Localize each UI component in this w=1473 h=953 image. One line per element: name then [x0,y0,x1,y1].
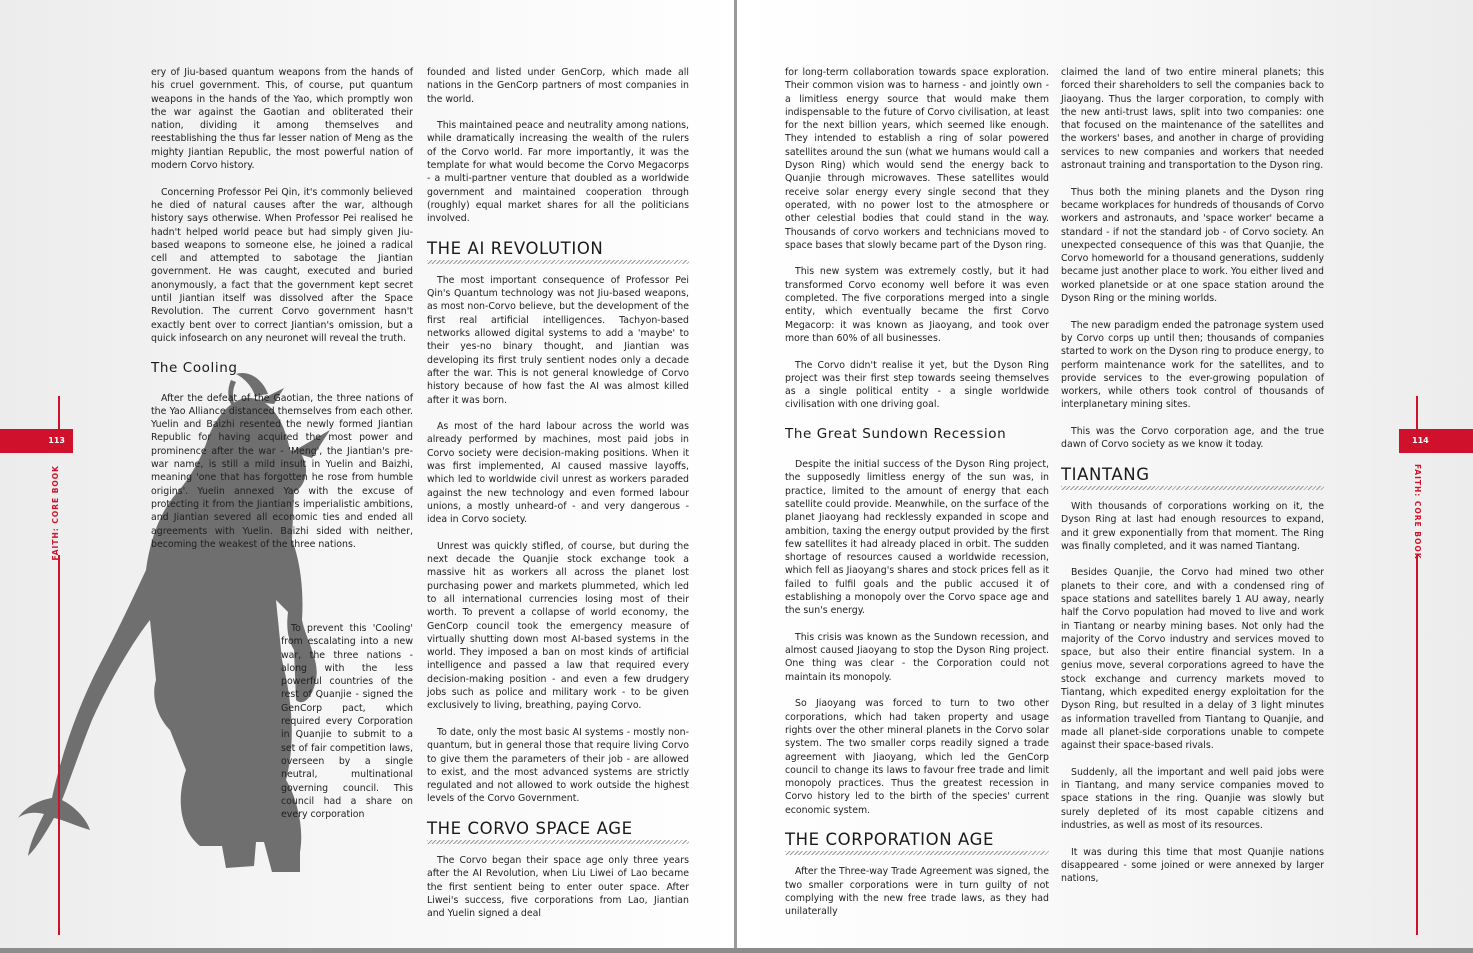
paragraph: for long-term collaboration towards space exploration. Their common vision was to harness - and jointly own - a limitless energy source that would make them indispensable to the future of Corvo civilisation, at least for the next billion years, which seemed like enough. They intended to establish a ring of solar powered satellites around the sun (what we humans would call a Dyson Ring) which would send the energy back to Quanjie through microwaves. These satellites would receive solar energy every single second that they operated, with no power lost to the atmosphere or other celestial bodies that could stand in the way. Thousands of corvo workers and technicians moved to space bases that slowly became part of the Dyson ring. [785,67,1049,251]
paragraph: Despite the initial success of the Dyson Ring project, the supposedly limitless energy of the sun was, in practice, limited to the amount of energy that each satellite could provide. Meanwhile, on the surface of the planet Jiaoyang had recklessly expanded in scope and ambition, taxing the energy output provided by the first few satellites it had already placed in orbit. The sudden shortage of resources caused a worldwide recession, which fell as Jiaoyang's shares and stock prices fell as it failed to fulfil goals and the public accused it of establishing a monopoly over the Corvo space age and the sun's energy. [785,459,1049,617]
left-page [0,0,734,948]
margin-rule [1416,396,1418,430]
left-column-1 [151,66,413,551]
heading-corvo-space-age: THE CORVO SPACE AGE [427,819,689,844]
paragraph: It was during this time that most Quanjie nations disappeared - some joined or were annexed by larger nations, [1061,846,1324,885]
paragraph: With thousands of corporations working on it, the Dyson Ring at last had enough resources to expand, and it grew exponentially from that moment. The Ring was finally completed, and it was named Tiantang. [1061,500,1324,552]
margin-rule [58,396,60,430]
paragraph: Unrest was quickly stifled, of course, but during the next decade the Quanjie stock exchange took a massive hit as workers all across the planet lost purchasing power and markets plummeted, which led to all international currencies losing most of their worth. To prevent a collapse of world economy, the GenCorp council took the emergency measure of virtually shutting down most AI-based systems in the world. They imposed a ban on most kinds of artificial intelligence and passed a law that required every decision-making position - and even a few drudgery jobs such as police and military work - to be given exclusively to living, breathing, paying Corvo. [427,540,689,712]
paragraph: The Corvo didn't realise it yet, but the Dyson Ring project was their first step towards seeing themselves as a single political entity - a single worldwide civilisation with one driving goal. [785,359,1049,411]
paragraph: Concerning Professor Pei Qin, it's commonly believed he died of natural causes after the war, although history says otherwise. When Professor Pei realised he hadn't helped world peace but had simply given Jiu-based weapons to someone else, he joined a radical cell and attempted to sabotage the Jiantian government. He was caught, executed and buried anonymously, a fact that the government kept secret until Jiantian itself was dissolved after the Space Revolution. The current Corvo government hasn't exactly bent over to correct Jiantian's omission, but a quick infosearch on any neuronet will reveal the truth. [151,186,413,344]
paragraph: founded and listed under GenCorp, which made all nations in the GenCorp partners of most companies in the world. [427,67,689,105]
running-title: FAITH: CORE BOOK [1413,464,1422,560]
heading-great-sundown-recession: The Great Sundown Recession [785,426,1007,443]
right-column-1 [785,66,1049,932]
paragraph: After the defeat of the Gaotian, the three nations of the Yao Alliance distanced themselves from each other. Yuelin and Baizhi resented the newly formed Jiantian Republic for having acquired the most power and prominence after the war - 'Meng', the Jiantian's pre-war name, is still a mild insult in Yuelin and Baizhi, meaning 'one that has forgotten he rose from humble origins'. Yuelin annexed Yao with the excuse of protecting it from the Jiantian's imperialistic ambitions, and Jiantian severed all economic ties and ended all agreements with Yuelin. Baizhi sided with neither, becoming the weakest of the three nations. [151,392,413,550]
paragraph: So Jiaoyang was forced to turn to two other corporations, which had taken property and usage rights over the other mineral planets in the Corvo solar system. The two smaller corps readily signed a trade agreement with Jiaoyang, which led the GenCorp council to change its laws to favour free trade and limit monopoly practices. Thus the greatest recession in Corvo history led to the birth of the species' current economic system. [785,698,1049,816]
paragraph: Suddenly, all the important and well paid jobs were in Tiantang, and many service companies moved to space stations in the ring. Quanjie was slowly but surely depleted of its most capable citizens and industries, as well as most of its resources. [1061,766,1324,832]
margin-rule [58,555,60,935]
right-column-2 [1061,66,1324,899]
paragraph: This new system was extremely costly, but it had transformed Corvo economy well before it was even completed. The five corporations merged into a single entity, which eventually became the first Corvo Megacorp: it was known as Jiaoyang, and took over more than 60% of all businesses. [785,266,1049,344]
paragraph: This maintained peace and neutrality among nations, while dramatically increasing the wealth of the rulers of the Corvo world. Far more importantly, it was the template for what would become the Corvo Megacorps - a multi-partner venture that doubled as a worldwide government and maintained cooperation through (roughly) equal market shares for all the politicians involved. [427,120,689,225]
page-number-tab: 113 [0,429,73,453]
paragraph: To date, only the most basic AI systems - mostly non-quantum, but in general those that require living Corvo to give them the parameters of their job - are allowed to exist, and the most advanced systems are strictly regulated and not allowed to work outside the highest levels of the Corvo Government. [427,726,689,805]
running-title: FAITH: CORE BOOK [51,465,60,561]
left-column-1-wrap [151,622,413,835]
paragraph: The most important consequence of Professor Pei Qin's Quantum technology was not Jiu-based weapons, as most non-Corvo believe, but the development of the first real artificial intelligences. Tachyon-based networks allowed digital systems to add a 'maybe' to their yes-no binary thought, and Jiantian was developing its first truly sentient nodes only a decade after the war. This is not general knowledge of Corvo history because of how fast the AI was almost killed after it was born. [427,274,689,406]
paragraph: To prevent this 'Cooling' from escalating into a new war, the three nations - along with the less powerful countries of the rest of Quanjie - signed the GenCorp pact, which required every Corporation in Quanjie to submit to a set of fair competition laws, overseen by a single neutral, multinational governing council. This council had a share on every corporation [281,623,413,821]
paragraph: The new paradigm ended the patronage system used by Corvo corps up until then; thousands of companies started to work on the Dyson ring to produce energy, to perform maintenance work for the satellites, and to provide services to the ever-growing population of workers, while others took control of thousands of interplanetary mining sites. [1061,319,1324,411]
heading-ai-revolution: THE AI REVOLUTION [427,239,689,264]
paragraph: Thus both the mining planets and the Dyson ring became workplaces for hundreds of thousands of Corvo workers and astronauts, and 'space worker' became a standard - if not the standard job - of Corvo society. An unexpected consequence of this was that Quanjie, the Corvo homeworld for a thousand generations, suddenly became just another place to work. You either lived and worked planetside or at one space station around the Dyson Ring or the mining worlds. [1061,186,1324,305]
paragraph: After the Three-way Trade Agreement was signed, the two smaller corporations were in turn guilty of not complying with the new free trade laws, as they had unilaterally [785,866,1049,918]
paragraph: ery of Jiu-based quantum weapons from the hands of his cruel government. This, of course, put quantum weapons in the hands of the Yao, which promptly won the war against the Gaotian and obliterated their nation, dividing it among themselves and reestablishing the thus far lesser nation of Meng as the mighty Jiantian Republic, the most powerful nation of modern Corvo history. [151,67,413,172]
paragraph: Besides Quanjie, the Corvo had mined two other planets to their core, and with a condensed ring of space stations and satellites barely 1 AU away, nearly half the Corvo population had moved to live and work in Tiantang or nearby mining bases. Not only had the majority of the Corvo industry and services moved to space, but also their entire financial system. In a genius move, several corporations agreed to have the stock exchange and currency markets moved to Tiantang, which expedited energy exploitation for the Dyson Ring, but resulted in a delay of 3 light minutes as information travelled from Tiantang to Quanjie, and made all planet-side corporations unable to compete against their space-based rivals. [1061,567,1324,752]
paragraph: This was the Corvo corporation age, and the true dawn of Corvo society as we know it today. [1061,426,1324,451]
heading-the-cooling: The Cooling [151,359,238,376]
page-number-tab: 114 [1399,429,1473,453]
paragraph: claimed the land of two entire mineral planets; this forced their shareholders to sell the companies back to Jiaoyang. Thus the larger corporation, to comply with the new anti-trust laws, split into two companies: one that focused on the maintenance of the satellites and the workers' bases, and another in charge of providing services to new companies and workers that needed astronaut training and transportation to the Dyson ring. [1061,67,1324,172]
left-column-2 [427,66,689,934]
heading-corporation-age: THE CORPORATION AGE [785,830,1049,855]
right-page [737,0,1473,948]
heading-tiantang: TIANTANG [1061,465,1324,490]
paragraph: This crisis was known as the Sundown recession, and almost caused Jiaoyang to stop the Dyson Ring project. One thing was clear - the Corporation could not maintain its monopoly. [785,631,1049,683]
paragraph: The Corvo began their space age only three years after the AI Revolution, when Liu Liwei of Lao became the first sentient being to enter outer space. After Liwei's success, five corporations from Lao, Jiantian and Yuelin signed a deal [427,855,689,920]
margin-rule [1416,555,1418,935]
paragraph: As most of the hard labour across the world was already performed by machines, most paid jobs in Corvo society were decision-making positions. When it was first implemented, AI caused massive layoffs, which led to worldwide civil unrest as workers paraded against the new technology and even formed labour unions, a mostly unheard-of - and very dangerous - idea in Corvo society. [427,421,689,526]
bottom-edge [0,948,1473,953]
